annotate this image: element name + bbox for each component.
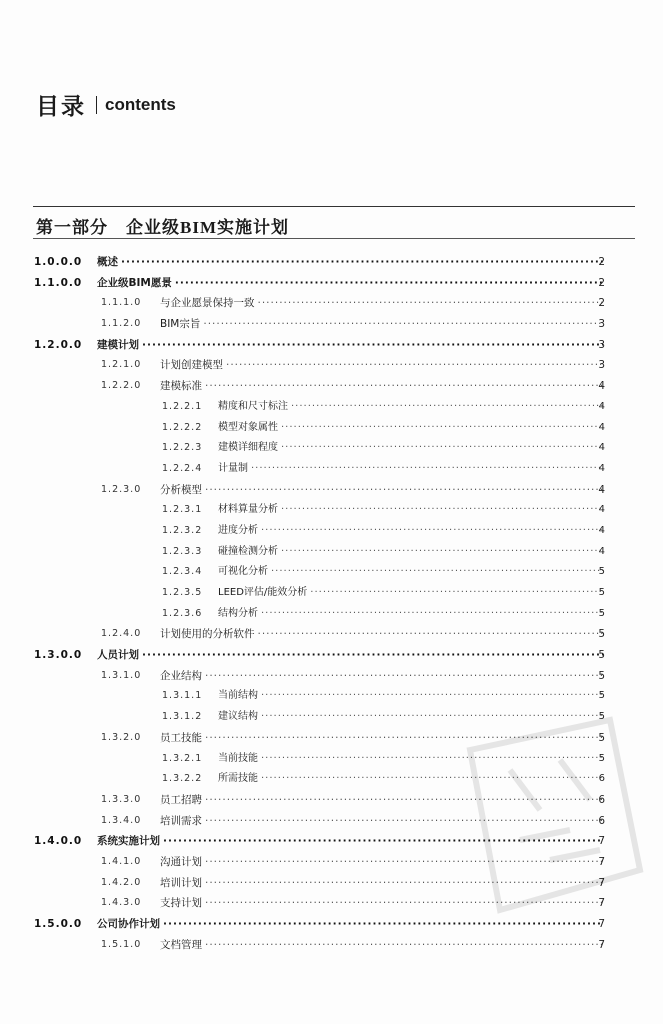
part-rule-bottom bbox=[33, 238, 635, 239]
toc-entry-number: 1.3.0.0 bbox=[34, 649, 83, 662]
toc-entry-page: 7 bbox=[598, 876, 605, 889]
dot-leader bbox=[261, 604, 603, 625]
toc-entry bbox=[0, 562, 663, 583]
dot-leader bbox=[291, 397, 603, 418]
toc-entry-title: 公司协作计划 bbox=[97, 918, 160, 930]
toc-entry-number: 1.2.2.3 bbox=[162, 442, 203, 454]
dot-leader bbox=[258, 293, 604, 314]
dot-leader bbox=[142, 335, 603, 356]
toc-entry-title: 进度分析 bbox=[218, 524, 258, 536]
toc-entry bbox=[0, 397, 663, 418]
toc-entry-page: 5 bbox=[598, 628, 605, 641]
toc-entry-page: 6 bbox=[598, 814, 605, 827]
dot-leader bbox=[261, 686, 603, 707]
toc-entry-number: 1.3.2.1 bbox=[162, 752, 203, 764]
toc-entry-number: 1.2.0.0 bbox=[34, 338, 83, 351]
toc-entry bbox=[0, 459, 663, 480]
toc-entry-page: 4 bbox=[598, 524, 605, 536]
toc-entry-number: 1.0.0.0 bbox=[34, 256, 83, 268]
toc-entry-title: 系统实施计划 bbox=[97, 835, 160, 848]
toc-entry-title: 建模标准 bbox=[160, 380, 202, 393]
toc-entry-number: 1.2.4.0 bbox=[101, 628, 142, 640]
toc-entry-page: 3 bbox=[598, 338, 605, 351]
dot-leader bbox=[258, 624, 604, 645]
toc-entry-title: 分析模型 bbox=[160, 483, 202, 496]
toc-entry-title: 计量制 bbox=[218, 462, 248, 474]
toc-entry bbox=[0, 686, 663, 707]
toc-entry-title: 沟通计划 bbox=[160, 855, 202, 868]
toc-entry-page: 5 bbox=[598, 690, 605, 702]
toc-entry-title: 计划使用的分析软件 bbox=[160, 628, 255, 641]
toc-entry-number: 1.1.2.0 bbox=[101, 318, 142, 330]
toc-entry-page: 5 bbox=[598, 649, 605, 662]
toc-entry-title: 员工招聘 bbox=[160, 793, 202, 806]
toc-entry-number: 1.2.3.5 bbox=[162, 587, 203, 598]
toc-entry-title: 建议结构 bbox=[218, 711, 258, 723]
toc-entry bbox=[0, 355, 663, 376]
dot-leader bbox=[205, 666, 603, 687]
dot-leader bbox=[281, 500, 603, 521]
toc-entry-page: 3 bbox=[598, 359, 605, 372]
toc-entry-page: 5 bbox=[598, 607, 605, 619]
toc-entry-number: 1.2.3.6 bbox=[162, 607, 203, 619]
toc-entry-page: 6 bbox=[598, 793, 605, 806]
toc-entry-page: 2 bbox=[598, 256, 605, 268]
toc-entry-number: 1.2.3.0 bbox=[101, 483, 142, 495]
toc-entry-title: 文档管理 bbox=[160, 938, 202, 951]
toc-entry bbox=[0, 252, 663, 273]
toc-entry-number: 1.3.1.1 bbox=[162, 690, 203, 702]
toc-entry-page: 5 bbox=[598, 731, 605, 744]
toc-entry-number: 1.3.4.0 bbox=[101, 814, 142, 826]
dot-leader bbox=[310, 583, 603, 604]
toc-entry-title: 可视化分析 bbox=[218, 566, 268, 578]
part-heading bbox=[36, 213, 289, 238]
toc-entry-number: 1.4.3.0 bbox=[101, 897, 142, 909]
dot-leader bbox=[121, 252, 603, 273]
toc-entry bbox=[0, 438, 663, 459]
toc-entry-title: 企业级BIM愿景 bbox=[97, 276, 172, 289]
toc-entry-page: 5 bbox=[598, 669, 605, 682]
part-rule-top bbox=[33, 206, 635, 207]
toc-entry-title: 建模计划 bbox=[97, 338, 139, 351]
toc-entry-page: 2 bbox=[598, 276, 605, 289]
toc-entry-title: 培训计划 bbox=[160, 876, 202, 889]
dot-leader bbox=[281, 542, 603, 563]
toc-entry-number: 1.3.2.0 bbox=[101, 731, 142, 743]
toc-entry-title: 培训需求 bbox=[160, 814, 202, 827]
dot-leader bbox=[261, 521, 603, 542]
toc-entry-page: 6 bbox=[598, 773, 605, 785]
dot-leader bbox=[281, 418, 603, 439]
toc-entry-title: 员工技能 bbox=[160, 731, 202, 744]
toc-entry-number: 1.2.2.1 bbox=[162, 400, 203, 412]
toc-entry bbox=[0, 521, 663, 542]
dot-leader bbox=[226, 355, 603, 376]
toc-entry-page: 7 bbox=[598, 897, 605, 910]
toc-entry-title: 建模详细程度 bbox=[218, 442, 278, 454]
part-label: 第一部分 bbox=[36, 218, 108, 237]
toc-entry-title: 企业结构 bbox=[160, 669, 202, 682]
toc-entry-number: 1.3.2.2 bbox=[162, 773, 203, 785]
toc-entry-number: 1.3.1.2 bbox=[162, 711, 203, 723]
toc-entry-title: 人员计划 bbox=[97, 649, 139, 662]
toc-entry-page: 5 bbox=[598, 752, 605, 764]
toc-entry bbox=[0, 293, 663, 314]
dot-leader bbox=[205, 376, 603, 397]
toc-entry-page: 2 bbox=[598, 297, 605, 310]
toc-entry-page: 3 bbox=[598, 318, 605, 331]
toc-entry-title: 材料算量分析 bbox=[218, 504, 278, 516]
toc-entry-number: 1.2.2.4 bbox=[162, 462, 203, 474]
toc-entry bbox=[0, 500, 663, 521]
toc-entry-title: 所需技能 bbox=[218, 773, 258, 785]
dot-leader bbox=[205, 480, 603, 501]
toc-entry-title: 碰撞检测分析 bbox=[218, 545, 278, 557]
toc-entry-number: 1.2.2.2 bbox=[162, 421, 203, 433]
toc-entry-title: 精度和尺寸标注 bbox=[218, 400, 288, 412]
toc-entry-page: 7 bbox=[598, 855, 605, 868]
toc-entry-title: 当前结构 bbox=[218, 690, 258, 702]
dot-leader bbox=[271, 562, 603, 583]
dot-leader bbox=[205, 935, 603, 956]
dot-leader bbox=[175, 273, 603, 294]
toc-entry-title: 计划创建模型 bbox=[160, 359, 223, 372]
dot-leader bbox=[142, 645, 603, 666]
toc-entry-title: 概述 bbox=[97, 256, 118, 268]
toc-entry-page: 4 bbox=[598, 462, 605, 474]
toc-entry-page: 4 bbox=[598, 442, 605, 454]
toc-entry-page: 4 bbox=[598, 545, 605, 557]
toc-entry-page: 4 bbox=[598, 380, 605, 393]
toc-entry bbox=[0, 376, 663, 397]
toc-entry-title: 与企业愿景保持一致 bbox=[160, 297, 255, 310]
toc-entry-page: 7 bbox=[598, 938, 605, 951]
toc-subheading: contents bbox=[105, 94, 176, 114]
toc-entry-title: 模型对象属性 bbox=[218, 421, 278, 433]
toc-entry-number: 1.2.1.0 bbox=[101, 359, 142, 371]
toc-entry-number: 1.1.0.0 bbox=[34, 276, 83, 289]
toc-heading: 目录 bbox=[36, 94, 86, 120]
toc-entry bbox=[0, 273, 663, 294]
toc-entry-number: 1.4.2.0 bbox=[101, 876, 142, 888]
toc-entry bbox=[0, 935, 663, 956]
toc-entry-number: 1.2.3.4 bbox=[162, 566, 203, 578]
dot-leader bbox=[203, 314, 603, 335]
toc-entry bbox=[0, 583, 663, 604]
toc-entry-page: 4 bbox=[598, 421, 605, 433]
watermark-seal bbox=[450, 710, 650, 920]
header-divider bbox=[96, 96, 97, 114]
toc-entry-page: 5 bbox=[598, 587, 605, 598]
toc-entry-number: 1.5.0.0 bbox=[34, 918, 83, 930]
page-header bbox=[36, 88, 176, 121]
toc-entry-number: 1.4.1.0 bbox=[101, 855, 142, 867]
toc-entry-page: 5 bbox=[598, 566, 605, 578]
toc-entry bbox=[0, 542, 663, 563]
toc-entry-number: 1.3.1.0 bbox=[101, 669, 142, 681]
toc-entry-title: LEED评估/能效分析 bbox=[218, 587, 308, 598]
dot-leader bbox=[281, 438, 603, 459]
toc-entry-number: 1.2.2.0 bbox=[101, 380, 142, 392]
toc-entry-page: 4 bbox=[598, 400, 605, 412]
toc-entry-title: 结构分析 bbox=[218, 607, 258, 619]
toc-entry-number: 1.2.3.1 bbox=[162, 504, 203, 516]
dot-leader bbox=[251, 459, 603, 480]
toc-entry-number: 1.2.3.2 bbox=[162, 524, 203, 536]
toc-entry-number: 1.3.3.0 bbox=[101, 793, 142, 805]
toc-entry-title: 支持计划 bbox=[160, 897, 202, 910]
toc-entry-page: 7 bbox=[598, 835, 605, 848]
toc-entry-title: BIM宗旨 bbox=[160, 318, 201, 331]
toc-entry-number: 1.1.1.0 bbox=[101, 297, 142, 309]
toc-entry bbox=[0, 604, 663, 625]
toc-entry bbox=[0, 335, 663, 356]
toc-entry-number: 1.5.1.0 bbox=[101, 938, 142, 950]
toc-entry bbox=[0, 666, 663, 687]
toc-entry-page: 4 bbox=[598, 483, 605, 496]
toc-entry bbox=[0, 624, 663, 645]
toc-entry-number: 1.4.0.0 bbox=[34, 835, 83, 848]
toc-entry-page: 4 bbox=[598, 504, 605, 516]
toc-entry bbox=[0, 418, 663, 439]
toc-entry-page: 5 bbox=[598, 711, 605, 723]
toc-entry bbox=[0, 645, 663, 666]
part-title-text: 企业级BIM实施计划 bbox=[126, 218, 289, 237]
toc-entry-title: 当前技能 bbox=[218, 752, 258, 764]
toc-entry bbox=[0, 314, 663, 335]
toc-entry-number: 1.2.3.3 bbox=[162, 545, 203, 557]
toc-entry-page: 7 bbox=[598, 918, 605, 930]
toc-entry bbox=[0, 480, 663, 501]
